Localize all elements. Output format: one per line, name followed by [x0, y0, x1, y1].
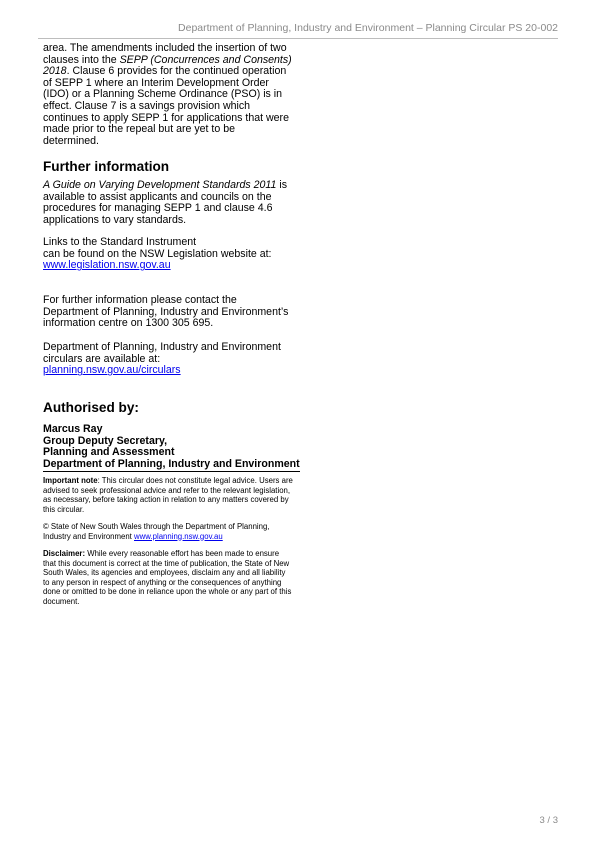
contact-block [43, 295, 293, 330]
disclaimer-label: Disclaimer: [43, 549, 86, 558]
circulars-link[interactable]: planning.nsw.gov.au/circulars [43, 364, 181, 377]
guide-paragraph [43, 180, 293, 226]
circulars-line-2: circulars are available at: [43, 352, 161, 365]
signatory-department: Department of Planning, Industry and Environment [43, 459, 300, 473]
intro-text-2: . Clause 6 provides for the continued operation of SEPP 1 where an Interim Development Order (IDO) or a Planning Scheme Ordinance (PSO) is in effect. Clause 7 is a savings provision which continues to apply SEPP 1 for applications that were made prior to the repeal but are yet to be determined. [43, 65, 289, 147]
intro-paragraph [43, 43, 293, 147]
copyright-block [43, 522, 293, 541]
circulars-block [43, 342, 293, 377]
legislation-link[interactable]: www.legislation.nsw.gov.au [43, 259, 171, 272]
links-block [43, 237, 293, 272]
important-note-text: : This circular does not constitute legal advice. Users are advised to seek professional advice and refer to the relevant legislation, as necessary, before taking action in relation to any matters covered by this circular. [43, 476, 293, 514]
signatory-role-1: Group Deputy Secretary, [43, 434, 168, 447]
guide-block [43, 180, 293, 226]
links-line-2: can be found on the NSW Legislation website at: [43, 247, 272, 260]
signatory-role-2: Planning and Assessment [43, 446, 175, 459]
guide-title: A Guide on Varying Development Standards 2011 [43, 179, 277, 191]
document-header [38, 22, 558, 39]
authorised-heading: Authorised by: [43, 400, 139, 415]
page-number: 3 / 3 [539, 815, 558, 826]
further-info-section [43, 159, 293, 175]
disclaimer-note [43, 549, 293, 607]
signatory-name: Marcus Ray [43, 423, 103, 435]
guide-text: is available to assist applicants and councils on the procedures for managing SEPP 1 and clause 4.6 applications to vary standards. [43, 179, 287, 226]
intro-text-1: area. The amendments included the insertion of two clauses into the [43, 42, 287, 66]
links-line-1: Links to the Standard Instrument [43, 236, 197, 248]
intro-section [43, 43, 293, 147]
planning-website-link[interactable]: www.planning.nsw.gov.au [134, 531, 223, 541]
disclaimer-block [43, 549, 293, 607]
contact-paragraph: For further information please contact the Department of Planning, Industry and Environment’s information centre on 1300 305 695. [43, 294, 289, 330]
disclaimer-text: While every reasonable effort has been made to ensure that this document is correct at the time of publication, the State of New South Wales, its agencies and employees, disclaim any and all liability to any person in respect of anything or the consequences of anything done or omitted to be done in reliance upon the whole or any part of this document. [43, 549, 292, 606]
authorised-section [43, 400, 293, 416]
intro-sepp-title: SEPP (Concurrences and Consents) 2018 [43, 53, 292, 78]
important-note-label: Important note [43, 476, 98, 485]
important-note [43, 476, 293, 514]
copyright-text: © State of New South Wales through the Department of Planning, Industry and Environment [43, 522, 270, 541]
important-note-block [43, 476, 293, 514]
copyright-note [43, 522, 293, 541]
further-info-heading: Further information [43, 159, 170, 174]
circulars-line-1: Department of Planning, Industry and Environment [43, 341, 281, 353]
header-title: Department of Planning, Industry and Environment – Planning Circular PS 20-002 [178, 22, 558, 34]
signatory-block [43, 424, 303, 472]
